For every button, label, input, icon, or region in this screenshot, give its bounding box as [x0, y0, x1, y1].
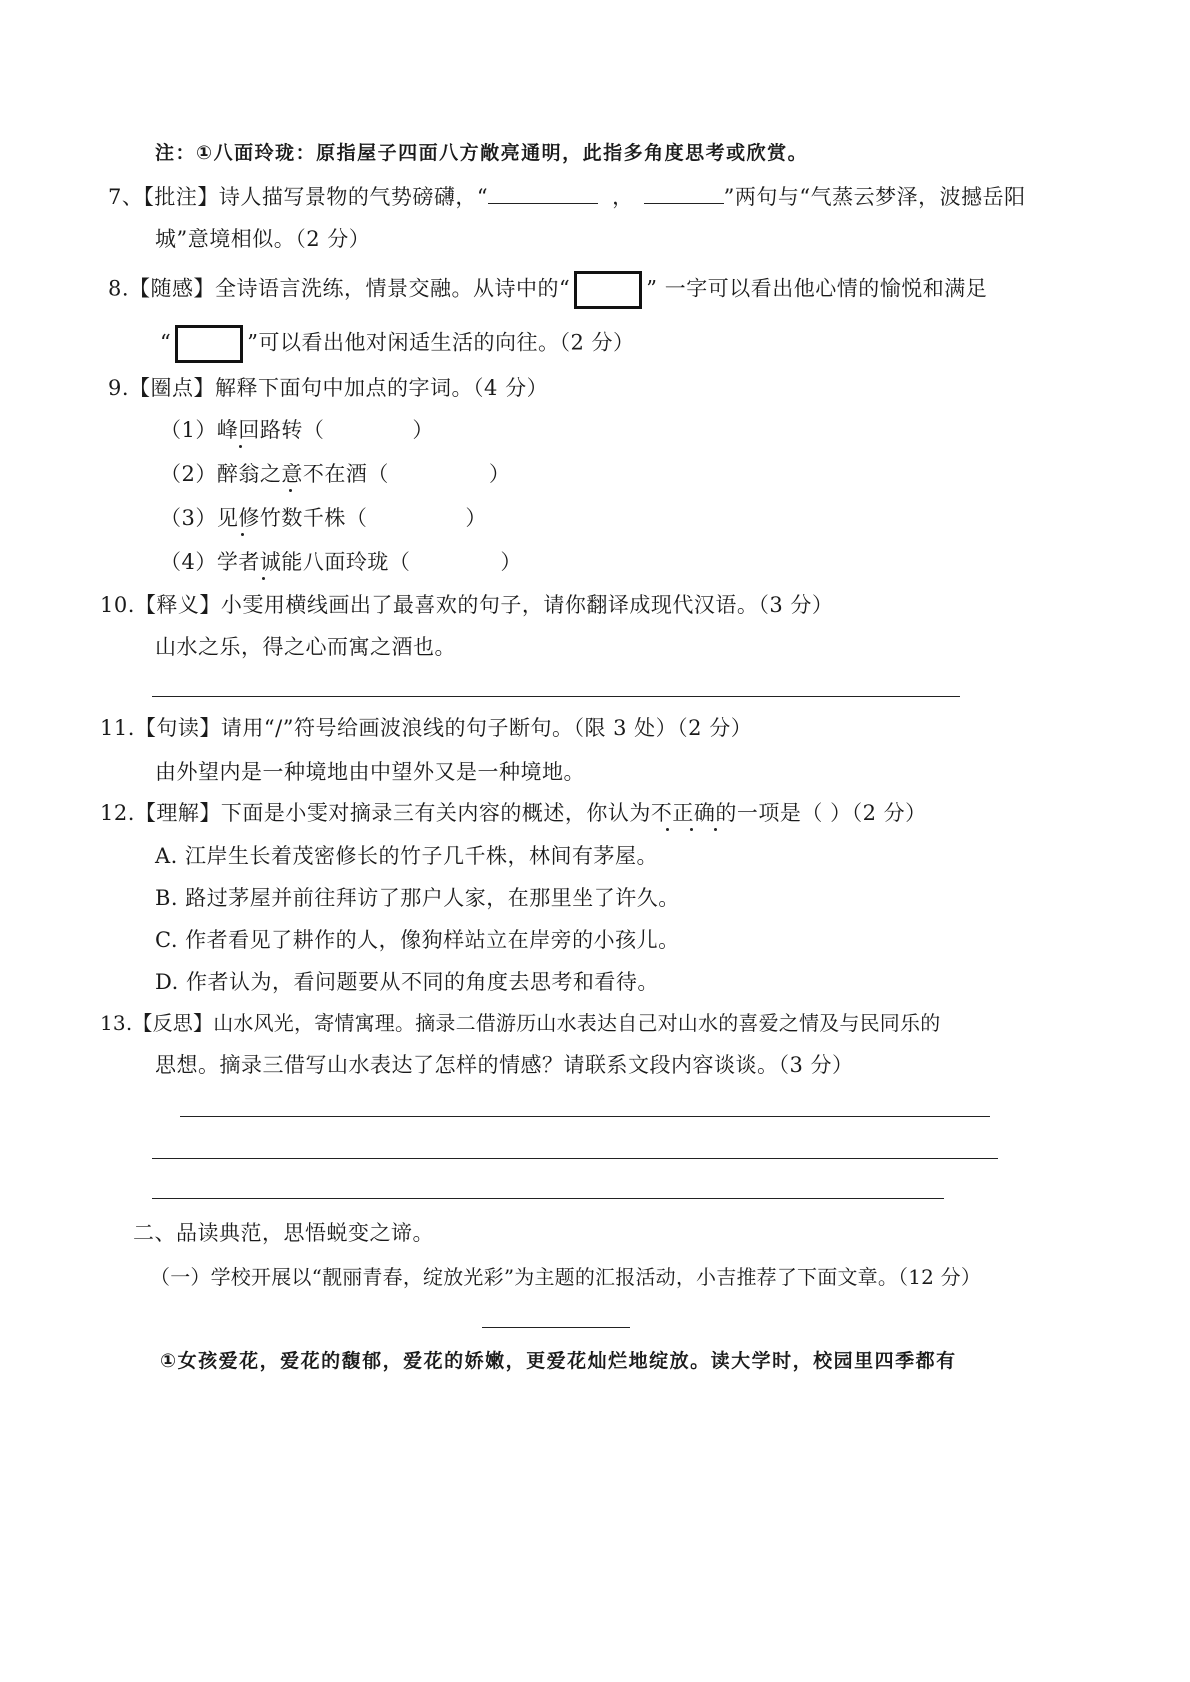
section-2-subtitle: （一）学校开展以“靓丽青春，绽放光彩”为主题的汇报活动，小吉推荐了下面文章。（12 分） [150, 1265, 982, 1289]
q12-stem-prefix: 12.【理解】下面是小雯对摘录三有关内容的概述，你认为 [100, 801, 651, 825]
article-title-blank [482, 1327, 630, 1328]
q12-option-c: C. 作者看见了耕作的人，像狗样站立在岸旁的小孩儿。 [155, 928, 680, 952]
q7-line-2: 城”意境相似。（2 分） [155, 227, 371, 251]
q9-item-4-close: ） [500, 550, 522, 574]
q12-option-d: D. 作者认为，看问题要从不同的角度去思考和看待。 [155, 970, 659, 994]
q7-text-mid: ， [612, 185, 634, 209]
q9-item-2 [160, 459, 510, 489]
question-8 [108, 271, 987, 309]
q8-text-prefix: 8.【随感】全诗语言洗练，情景交融。从诗中的“ [108, 276, 571, 301]
q8-line2-suffix: ”可以看出他对闲适生活的向往。（2 分） [247, 330, 635, 355]
q9-item-3-blank[interactable] [367, 503, 465, 525]
section-2-title: 二、品读典范，思悟蜕变之谛。 [133, 1221, 434, 1245]
q7-blank-1[interactable] [488, 181, 598, 204]
question-9: 9.【圈点】解释下面句中加点的字词。（4 分） [108, 376, 549, 400]
q9-item-3-text: （3）见修竹数千株（ [160, 506, 368, 530]
emphasis-dot [289, 489, 292, 492]
q7-text-prefix: 7、【批注】诗人描写景物的气势磅礴，“ [108, 185, 489, 209]
q11-sentence: 由外望内是一种境地由中望外又是一种境地。 [155, 760, 585, 784]
question-7 [108, 181, 1026, 212]
q9-item-1 [160, 415, 434, 445]
q12-option-a: A. 江岸生长着茂密修长的竹子几千株，林间有茅屋。 [155, 844, 659, 868]
q9-item-3 [160, 503, 487, 533]
q10-answer-line[interactable] [152, 696, 960, 697]
q13-answer-line-1[interactable] [180, 1116, 990, 1117]
question-10: 10.【释义】小雯用横线画出了最喜欢的句子，请你翻译成现代汉语。（3 分） [100, 593, 834, 617]
q9-item-4-blank[interactable] [410, 547, 500, 569]
emphasis-dot [666, 828, 669, 831]
emphasis-dot [241, 533, 244, 536]
q9-item-3-close: ） [465, 506, 487, 530]
emphasis-dot [239, 445, 242, 448]
annotation-note: 注：①八面玲珑：原指屋子四面八方敞亮通明，此指多角度思考或欣赏。 [155, 142, 809, 164]
q8-text-suffix: ” 一字可以看出他心情的愉悦和满足 [646, 276, 988, 301]
q13-answer-line-3[interactable] [152, 1198, 944, 1199]
article-paragraph-1: ①女孩爱花，爱花的馥郁，爱花的娇嫩，更爱花灿烂地绽放。读大学时，校园里四季都有 [160, 1350, 957, 1372]
q9-item-1-text: （1）峰回路转（ [160, 418, 325, 442]
q12-option-b: B. 路过茅屋并前往拜访了那户人家，在那里坐了许久。 [155, 886, 680, 910]
emphasis-dot [690, 828, 693, 831]
q13-line-2: 思想。摘录三借写山水表达了怎样的情感？请联系文段内容谈谈。（3 分） [155, 1053, 854, 1077]
question-11: 11.【句读】请用“/”符号给画波浪线的句子断句。（限 3 处）（2 分） [100, 716, 753, 740]
question-13: 13.【反思】山水风光，寄情寓理。摘录二借游历山水表达自己对山水的喜爱之情及与民同乐的 [100, 1011, 941, 1035]
q8-line2-prefix: “ [160, 330, 172, 355]
q9-item-1-close: ） [412, 418, 434, 442]
q9-item-4 [160, 547, 522, 577]
q9-item-1-blank[interactable] [324, 415, 412, 437]
q9-item-2-blank[interactable] [389, 459, 489, 481]
q9-item-2-close: ） [488, 462, 511, 486]
emphasis-dot [714, 828, 717, 831]
q12-stem-emphasis: 不正确 [650, 801, 716, 825]
q8-answer-box-2[interactable] [175, 325, 243, 363]
q9-item-2-text: （2）醉翁之意不在酒（ [160, 462, 389, 486]
q10-sentence: 山水之乐，得之心而寓之酒也。 [155, 635, 456, 659]
q9-item-4-text: （4）学者诚能八面玲珑（ [160, 550, 411, 574]
q7-text-suffix: ”两句与“气蒸云梦泽，波撼岳阳 [723, 185, 1026, 209]
q8-answer-box-1[interactable] [574, 271, 642, 309]
q8-line-2 [160, 325, 635, 363]
q13-answer-line-2[interactable] [152, 1158, 998, 1159]
q7-blank-2[interactable] [644, 181, 724, 204]
question-12 [100, 798, 927, 828]
q12-stem-suffix: 的一项是（ ）（2 分） [715, 801, 927, 825]
emphasis-dot [262, 577, 265, 580]
